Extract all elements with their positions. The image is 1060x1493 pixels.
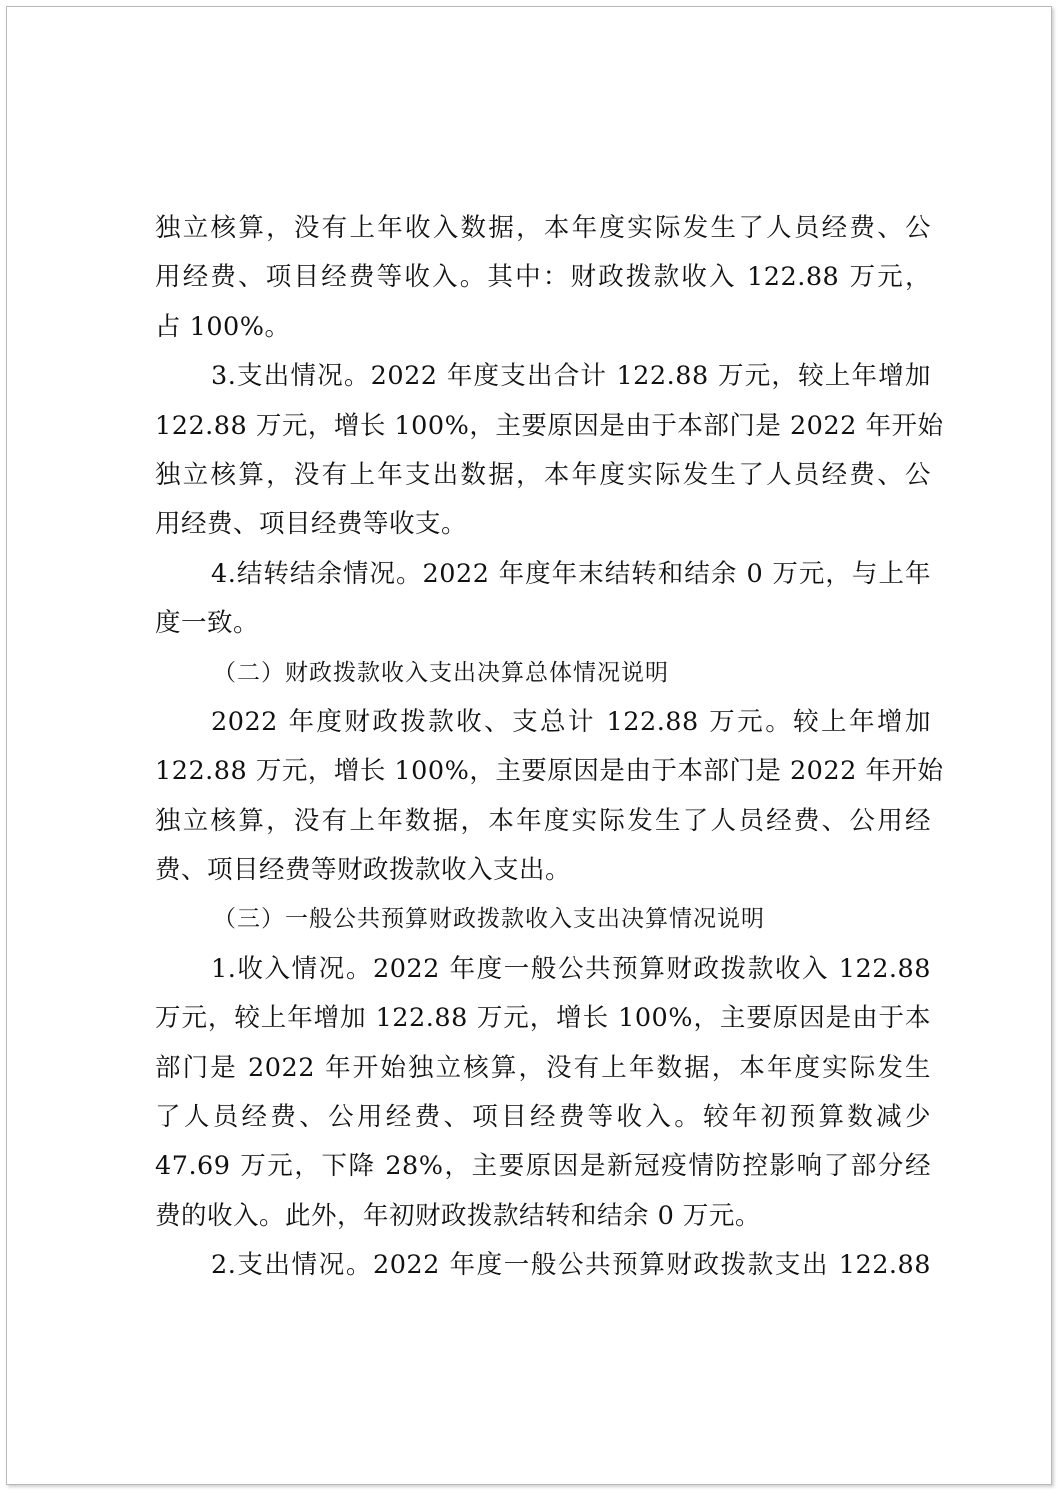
- text-line: 用经费、项目经费等收支。: [155, 509, 468, 540]
- text-line: 度一致。: [155, 608, 260, 639]
- document-body: [155, 204, 944, 1291]
- text-line: 部门是 2022 年开始独立核算，没有上年数据，本年度实际发生: [155, 1052, 931, 1083]
- text-line: 122.88 万元，增长 100%，主要原因是由于本部门是 2022 年开始: [155, 756, 944, 787]
- text-line: 独立核算，没有上年数据，本年度实际发生了人员经费、公用经: [155, 805, 931, 836]
- section-heading: （三）一般公共预算财政拨款收入支出决算情况说明: [213, 906, 765, 933]
- text-line: 费、项目经费等财政拨款收入支出。: [155, 855, 572, 886]
- text-line: 占 100%。: [155, 311, 291, 342]
- paragraph-start-line: 1.收入情况。2022 年度一般公共预算财政拨款收入 122.88: [211, 953, 931, 984]
- text-line: 了人员经费、公用经费、项目经费等收入。较年初预算数减少: [155, 1102, 931, 1133]
- section-heading: （二）财政拨款收入支出决算总体情况说明: [213, 659, 669, 686]
- document-page: [6, 6, 1052, 1485]
- paragraph-start-line: 3.支出情况。2022 年度支出合计 122.88 万元，较上年增加: [211, 361, 931, 392]
- text-line: 47.69 万元，下降 28%，主要原因是新冠疫情防控影响了部分经: [155, 1151, 931, 1182]
- paragraph-start-line: 2022 年度财政拨款收、支总计 122.88 万元。较上年增加: [211, 706, 931, 737]
- text-line: 费的收入。此外，年初财政拨款结转和结余 0 万元。: [155, 1200, 761, 1231]
- paragraph-start-line: 2.支出情况。2022 年度一般公共预算财政拨款支出 122.88: [211, 1250, 931, 1281]
- paragraph-start-line: 4.结转结余情况。2022 年度年末结转和结余 0 万元，与上年: [211, 558, 931, 589]
- text-line: 122.88 万元，增长 100%，主要原因是由于本部门是 2022 年开始: [155, 410, 944, 441]
- text-line: 用经费、项目经费等收入。其中：财政拨款收入 122.88 万元，: [155, 262, 931, 293]
- text-line: 独立核算，没有上年支出数据，本年度实际发生了人员经费、公: [155, 459, 931, 490]
- text-line: 万元，较上年增加 122.88 万元，增长 100%，主要原因是由于本: [155, 1003, 931, 1034]
- text-line: 独立核算，没有上年收入数据，本年度实际发生了人员经费、公: [155, 213, 931, 243]
